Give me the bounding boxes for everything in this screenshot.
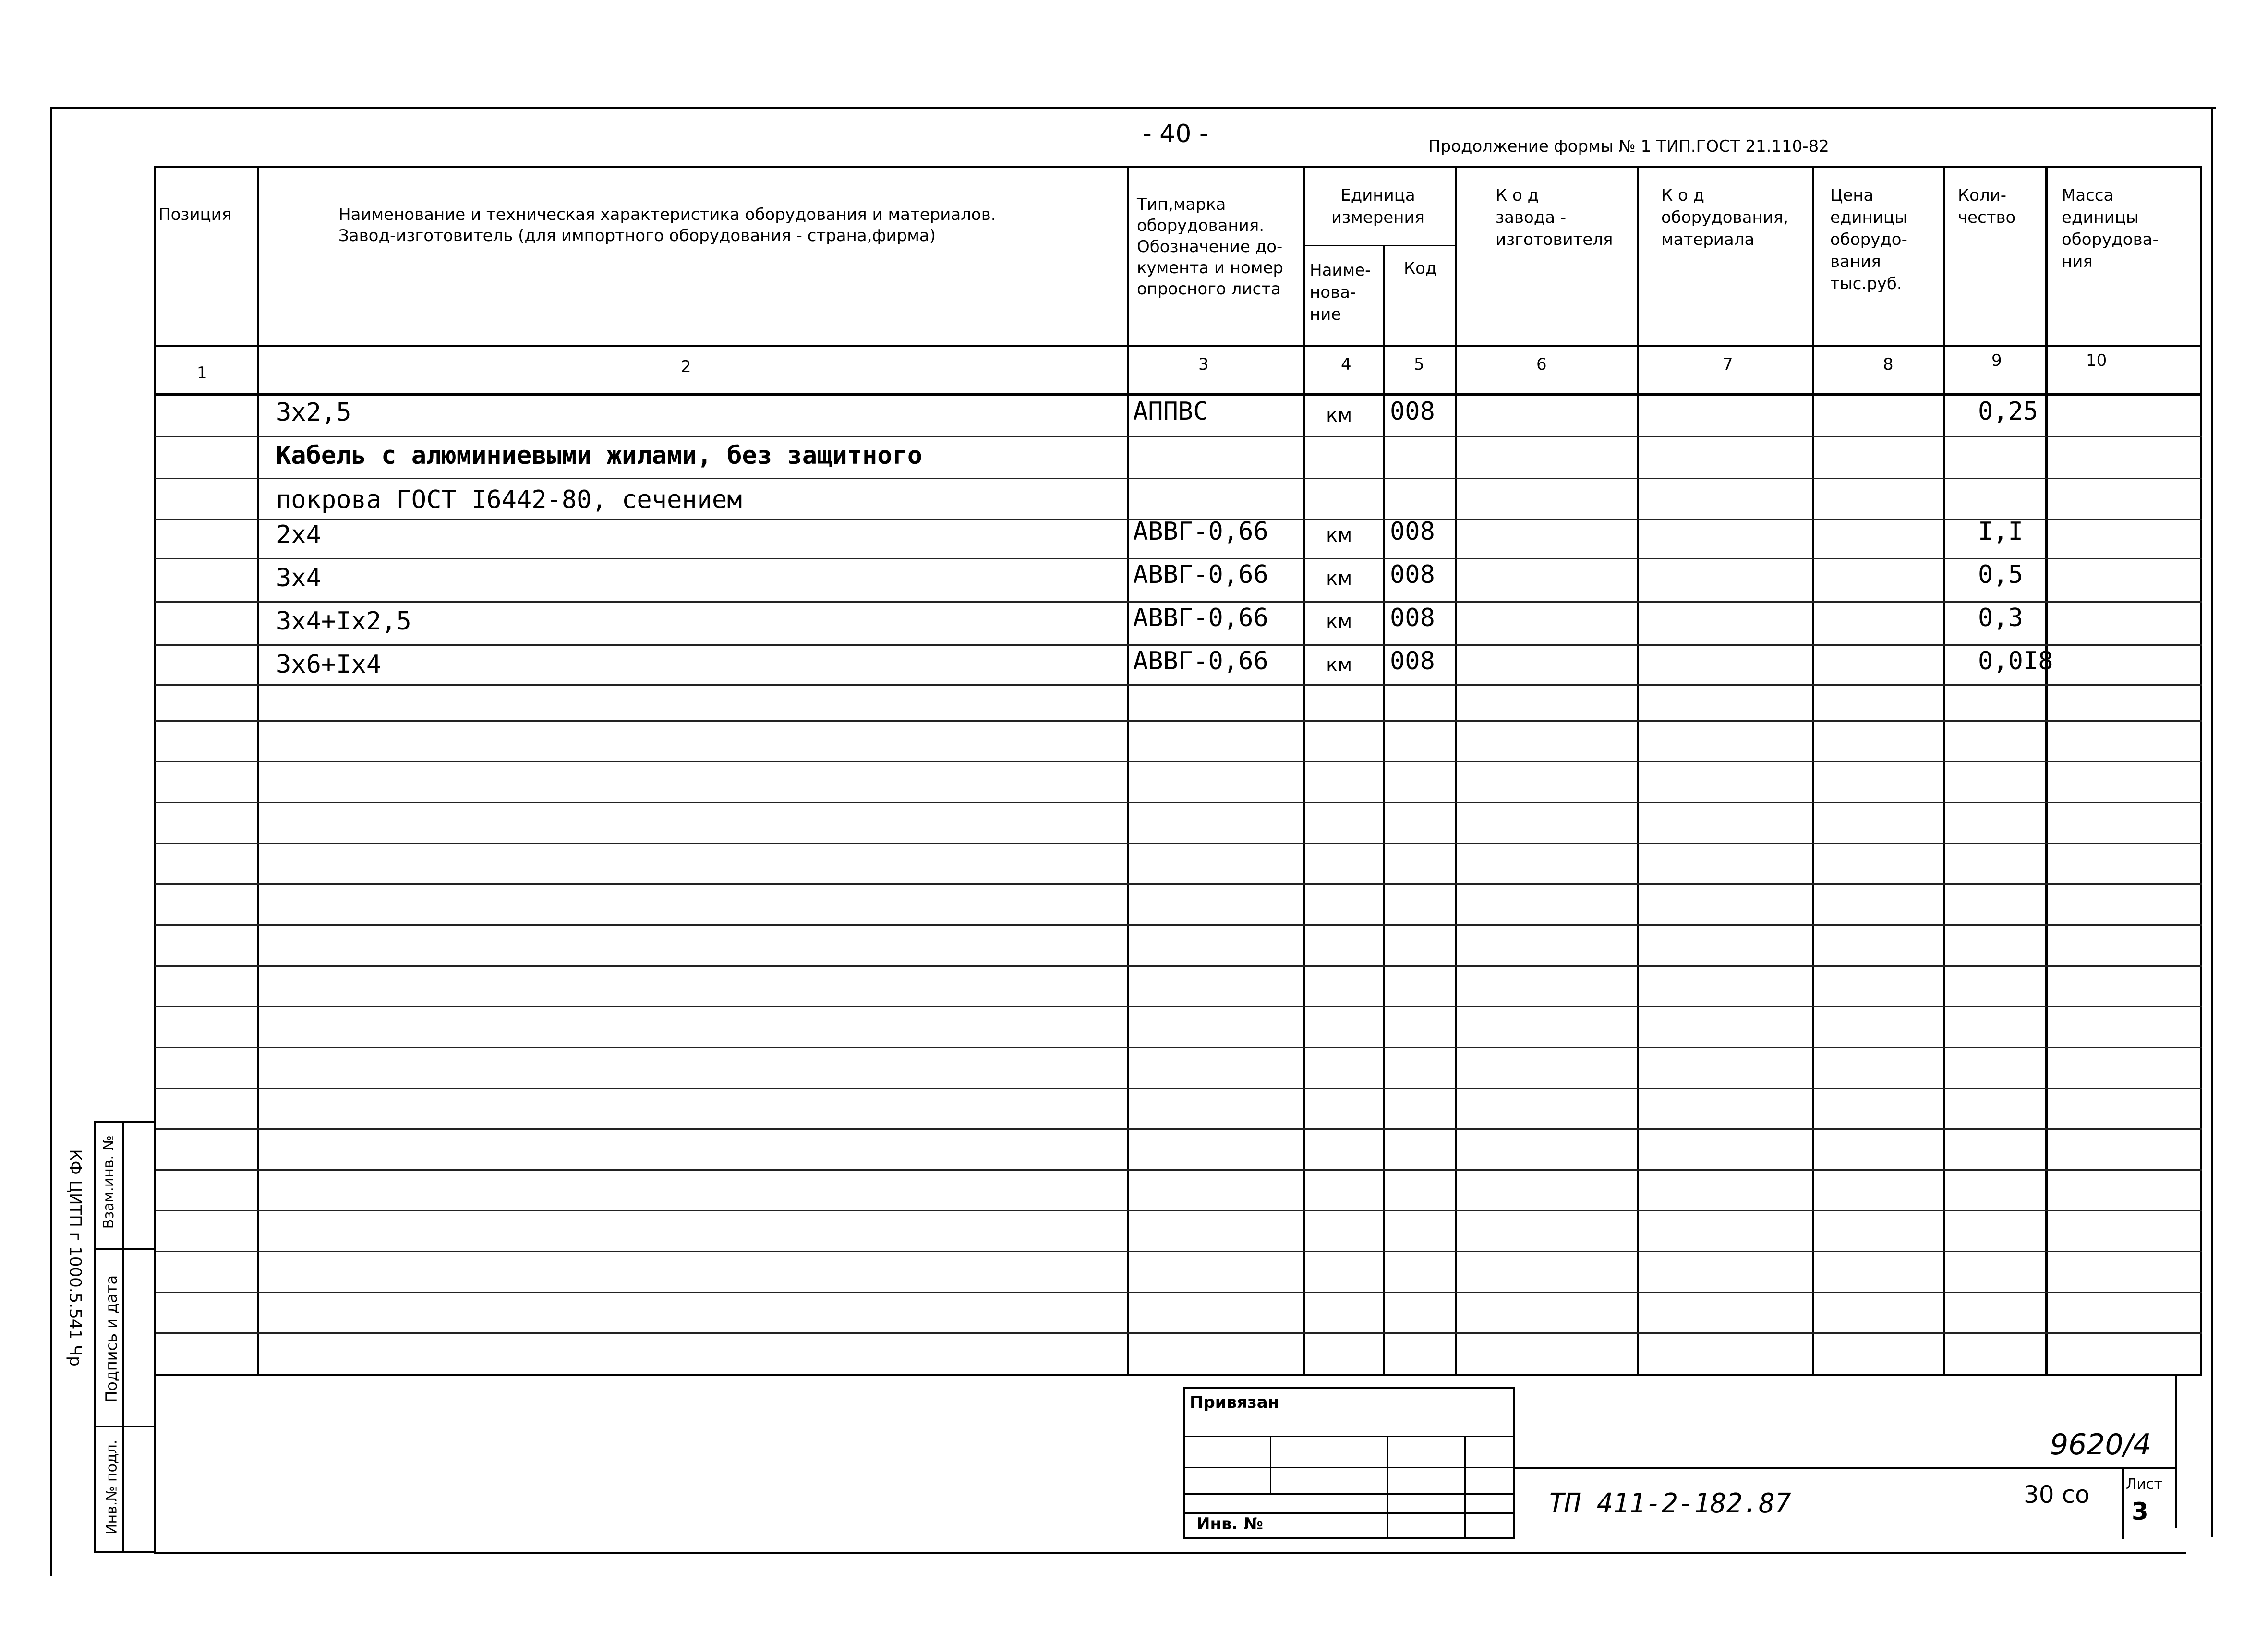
unit-subheader-line <box>1303 245 1456 246</box>
row-unit: км <box>1326 611 1352 633</box>
row-line <box>155 1169 2202 1171</box>
row-line <box>155 720 2202 722</box>
col-line-7 <box>1812 166 1814 1376</box>
sheet-label: Лист <box>2126 1476 2163 1493</box>
row-line <box>155 1251 2202 1252</box>
row-qty: 0,3 <box>1978 604 2023 632</box>
row-name: 3x2,5 <box>276 398 351 427</box>
row-line <box>155 802 2202 803</box>
handwritten-number: 9620/4 <box>2050 1428 2152 1462</box>
col-line-9 <box>2045 166 2048 1376</box>
row-line <box>155 1006 2202 1007</box>
colnum-10: 10 <box>2086 351 2107 370</box>
header-separator <box>154 345 2202 347</box>
row-code: 008 <box>1390 604 1435 632</box>
header-type: Тип,марка оборудования. Обозначение до- кумента и номер опросного листа <box>1137 195 1283 299</box>
colnum-4: 4 <box>1341 355 1351 374</box>
row-line <box>155 601 2202 603</box>
side-stamp-original-inv: Инв.№ подл. <box>103 1439 121 1535</box>
header-position: Позиция <box>158 205 232 224</box>
outer-left-border <box>50 107 52 1576</box>
colnum-8: 8 <box>1883 355 1894 374</box>
row-line <box>155 1332 2202 1334</box>
row-name: Кабель с алюминиевыми жилами, без защитного <box>276 441 923 470</box>
row-unit: км <box>1326 404 1352 426</box>
header-mass: Масса единицы оборудова- ния <box>2062 186 2159 271</box>
col-line-3 <box>1303 166 1305 1376</box>
row-name: покрова ГОСТ I6442-80, сечением <box>276 485 742 514</box>
project-designation: ТП 411-2-182.87 <box>1548 1488 1791 1519</box>
colnum-5: 5 <box>1414 355 1424 374</box>
row-unit: км <box>1326 654 1352 676</box>
col-line-4 <box>1383 245 1385 1376</box>
sheet-number: 3 <box>2132 1498 2148 1525</box>
row-line <box>155 558 2202 559</box>
row-line <box>155 684 2202 686</box>
side-stamp-hline <box>94 1248 156 1250</box>
spec-table <box>154 166 2202 1376</box>
binding-label: Привязан <box>1190 1393 1279 1412</box>
row-type: АВВГ-0,66 <box>1133 647 1268 676</box>
row-name: 3x4 <box>276 564 321 592</box>
sheet-box-left <box>2122 1467 2124 1539</box>
colnum-3: 3 <box>1198 355 1209 374</box>
colnum-7: 7 <box>1723 355 1733 374</box>
project-top-line <box>1515 1467 2175 1469</box>
col-line-2 <box>1127 166 1129 1376</box>
col-line-6 <box>1637 166 1639 1376</box>
header-material-code: К о д оборудования, материала <box>1661 186 1789 249</box>
side-stamp-vline <box>122 1121 124 1553</box>
col-line-5 <box>1455 166 1457 1376</box>
colnum-1: 1 <box>197 363 207 383</box>
header-unit: Единица измерения <box>1331 186 1425 227</box>
colnum-2: 2 <box>681 357 691 376</box>
header-unit-code: Код <box>1404 259 1437 278</box>
row-line <box>155 644 2202 646</box>
row-qty: I,I <box>1978 517 2023 546</box>
outer-top-border <box>50 107 2216 109</box>
stamp-vline <box>1270 1436 1271 1493</box>
form-continuation-note: Продолжение формы № 1 ТИП.ГОСТ 21.110-82 <box>1428 137 1829 156</box>
row-name: 3x4+Ix2,5 <box>276 607 411 636</box>
row-type: АВВГ-0,66 <box>1133 560 1268 589</box>
header-name-line1: Наименование и техническая характеристика оборудования и материалов. <box>338 205 996 224</box>
row-line <box>155 1128 2202 1130</box>
col-line-1 <box>257 166 259 1376</box>
row-type: АВВГ-0,66 <box>1133 604 1268 632</box>
row-line <box>155 761 2202 762</box>
row-code: 008 <box>1390 647 1435 676</box>
header-unit-name: Наиме- нова- ние <box>1310 261 1371 324</box>
stamp-vline <box>1464 1436 1466 1539</box>
row-line <box>155 436 2202 437</box>
header-name-line2: Завод-изготовитель (для импортного оборудования - страна,фирма) <box>338 226 936 245</box>
row-code: 008 <box>1390 397 1435 426</box>
row-line <box>155 924 2202 926</box>
row-qty: 0,0I8 <box>1978 647 2053 676</box>
section-code: 30 со <box>2024 1481 2090 1509</box>
row-line <box>155 965 2202 967</box>
row-unit: км <box>1326 568 1352 590</box>
header-price: Цена единицы оборудо- вания тыс.руб. <box>1830 186 1907 293</box>
row-line <box>155 1292 2202 1293</box>
title-block-right <box>2175 1374 2177 1528</box>
row-line <box>155 1047 2202 1048</box>
row-line <box>155 843 2202 844</box>
row-name: 2x4 <box>276 520 321 549</box>
inventory-label: Инв. № <box>1196 1514 1264 1534</box>
side-stamp-signature-date: Подпись и дата <box>102 1275 121 1402</box>
side-stamp-replace-inv: Взам.инв. № <box>100 1136 117 1229</box>
outer-right-border <box>2211 107 2213 1537</box>
colnum-separator <box>154 393 2202 396</box>
row-line <box>155 478 2202 479</box>
col-line-8 <box>1943 166 1945 1376</box>
side-stamp-code: КФ ЦИТП г 1000.5.541 Чр <box>65 1149 85 1366</box>
row-line <box>155 1210 2202 1211</box>
row-qty: 0,25 <box>1978 397 2039 426</box>
page-number: - 40 - <box>1143 120 1208 148</box>
row-type: АВВГ-0,66 <box>1133 517 1268 546</box>
row-line <box>155 883 2202 885</box>
row-code: 008 <box>1390 517 1435 546</box>
side-stamp-hline <box>94 1426 156 1427</box>
row-line <box>155 1088 2202 1089</box>
row-qty: 0,5 <box>1978 560 2023 589</box>
stamp-vline <box>1387 1436 1388 1539</box>
row-name: 3x6+Ix4 <box>276 650 382 679</box>
colnum-9: 9 <box>1991 351 2002 370</box>
header-factory-code: К о д завода - изготовителя <box>1496 186 1613 249</box>
title-block <box>154 1374 2186 1554</box>
colnum-6: 6 <box>1536 355 1547 374</box>
row-type: АППВС <box>1133 397 1208 426</box>
header-quantity: Коли- чество <box>1958 186 2016 227</box>
row-unit: км <box>1326 524 1352 546</box>
row-code: 008 <box>1390 560 1435 589</box>
